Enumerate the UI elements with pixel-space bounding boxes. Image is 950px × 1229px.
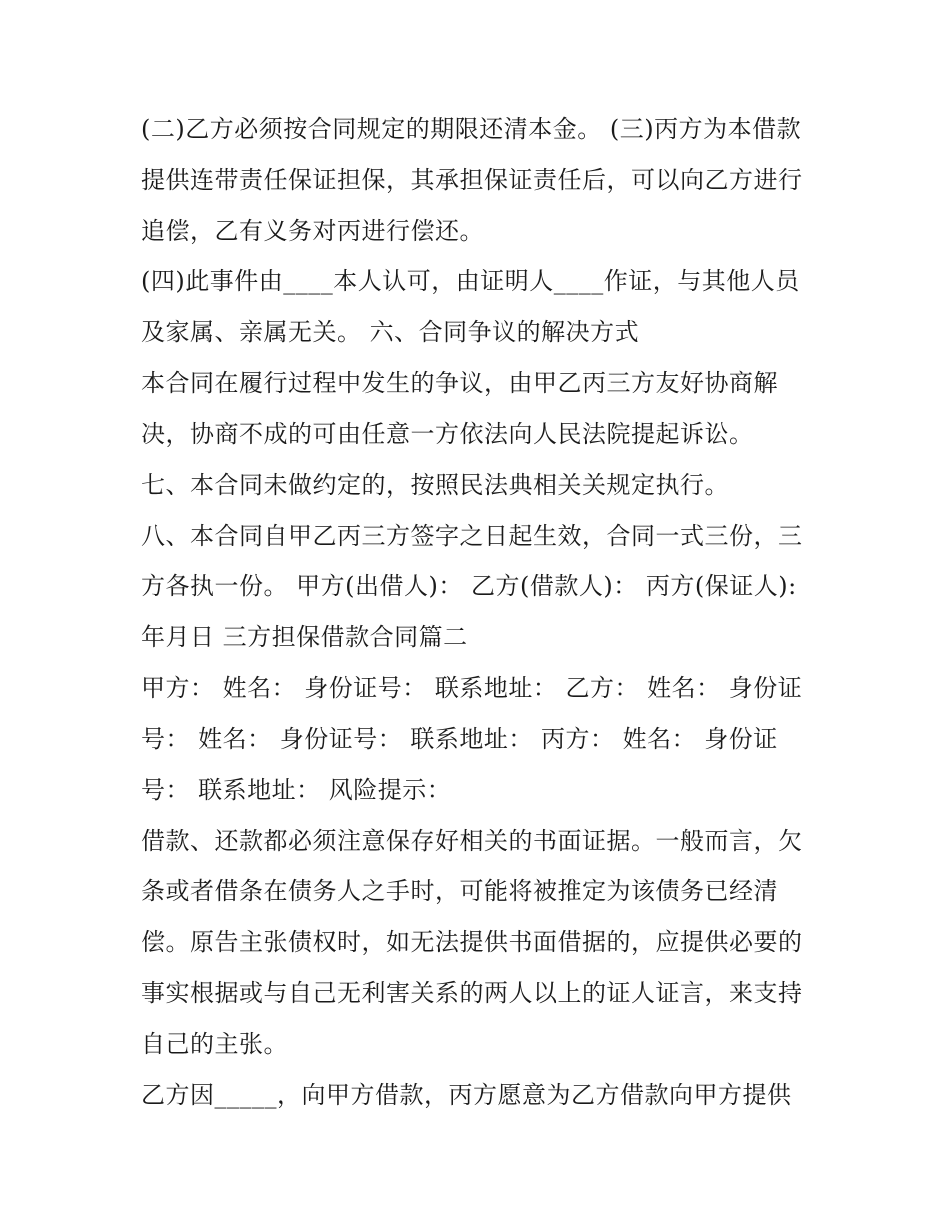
text-line: 乙方因_____，向甲方借款，丙方愿意为乙方借款向甲方提供 — [141, 1081, 792, 1109]
section-heading: 年月日 三方担保借款合同篇二 — [141, 623, 468, 651]
text-line: 号： 联系地址： 风险提示： — [141, 776, 452, 804]
text-line: 事实根据或与自己无利害关系的两人以上的证人证言，来支持 — [141, 979, 803, 1007]
text-line: 偿。原告主张债权时，如无法提供书面借据的，应提供必要的 — [141, 928, 803, 956]
text-line: 甲方： 姓名： 身份证号： 联系地址： 乙方： 姓名： 身份证 — [141, 674, 803, 702]
text-line: 追偿，乙有义务对丙进行偿还。 — [141, 217, 484, 245]
text-line: 八、本合同自甲乙丙三方签字之日起生效，合同一式三份，三 — [141, 522, 803, 550]
text-line: 条或者借条在债务人之手时，可能将被推定为该债务已经清 — [141, 877, 778, 905]
text-line: 自己的主张。 — [141, 1030, 288, 1058]
text-line: (四)此事件由____本人认可，由证明人____作证，与其他人员 — [141, 267, 800, 295]
text-line: 借款、还款都必须注意保存好相关的书面证据。一般而言，欠 — [141, 827, 803, 855]
text-line: (二)乙方必须按合同规定的期限还清本金。 (三)丙方为本借款 — [141, 115, 802, 143]
text-line: 号： 姓名： 身份证号： 联系地址： 丙方： 姓名： 身份证 — [141, 725, 778, 753]
text-line: 七、本合同未做约定的，按照民法典相关关规定执行。 — [141, 471, 729, 499]
text-line: 方各执一份。 甲方(出借人)： 乙方(借款人)： 丙方(保证人): — [141, 572, 797, 600]
text-line: 提供连带责任保证担保，其承担保证责任后，可以向乙方进行 — [141, 166, 803, 194]
text-line: 决，协商不成的可由任意一方依法向人民法院提起诉讼。 — [141, 420, 754, 448]
text-line: 及家属、亲属无关。 六、合同争议的解决方式 — [141, 318, 640, 346]
text-line: 本合同在履行过程中发生的争议，由甲乙丙三方友好协商解 — [141, 369, 778, 397]
